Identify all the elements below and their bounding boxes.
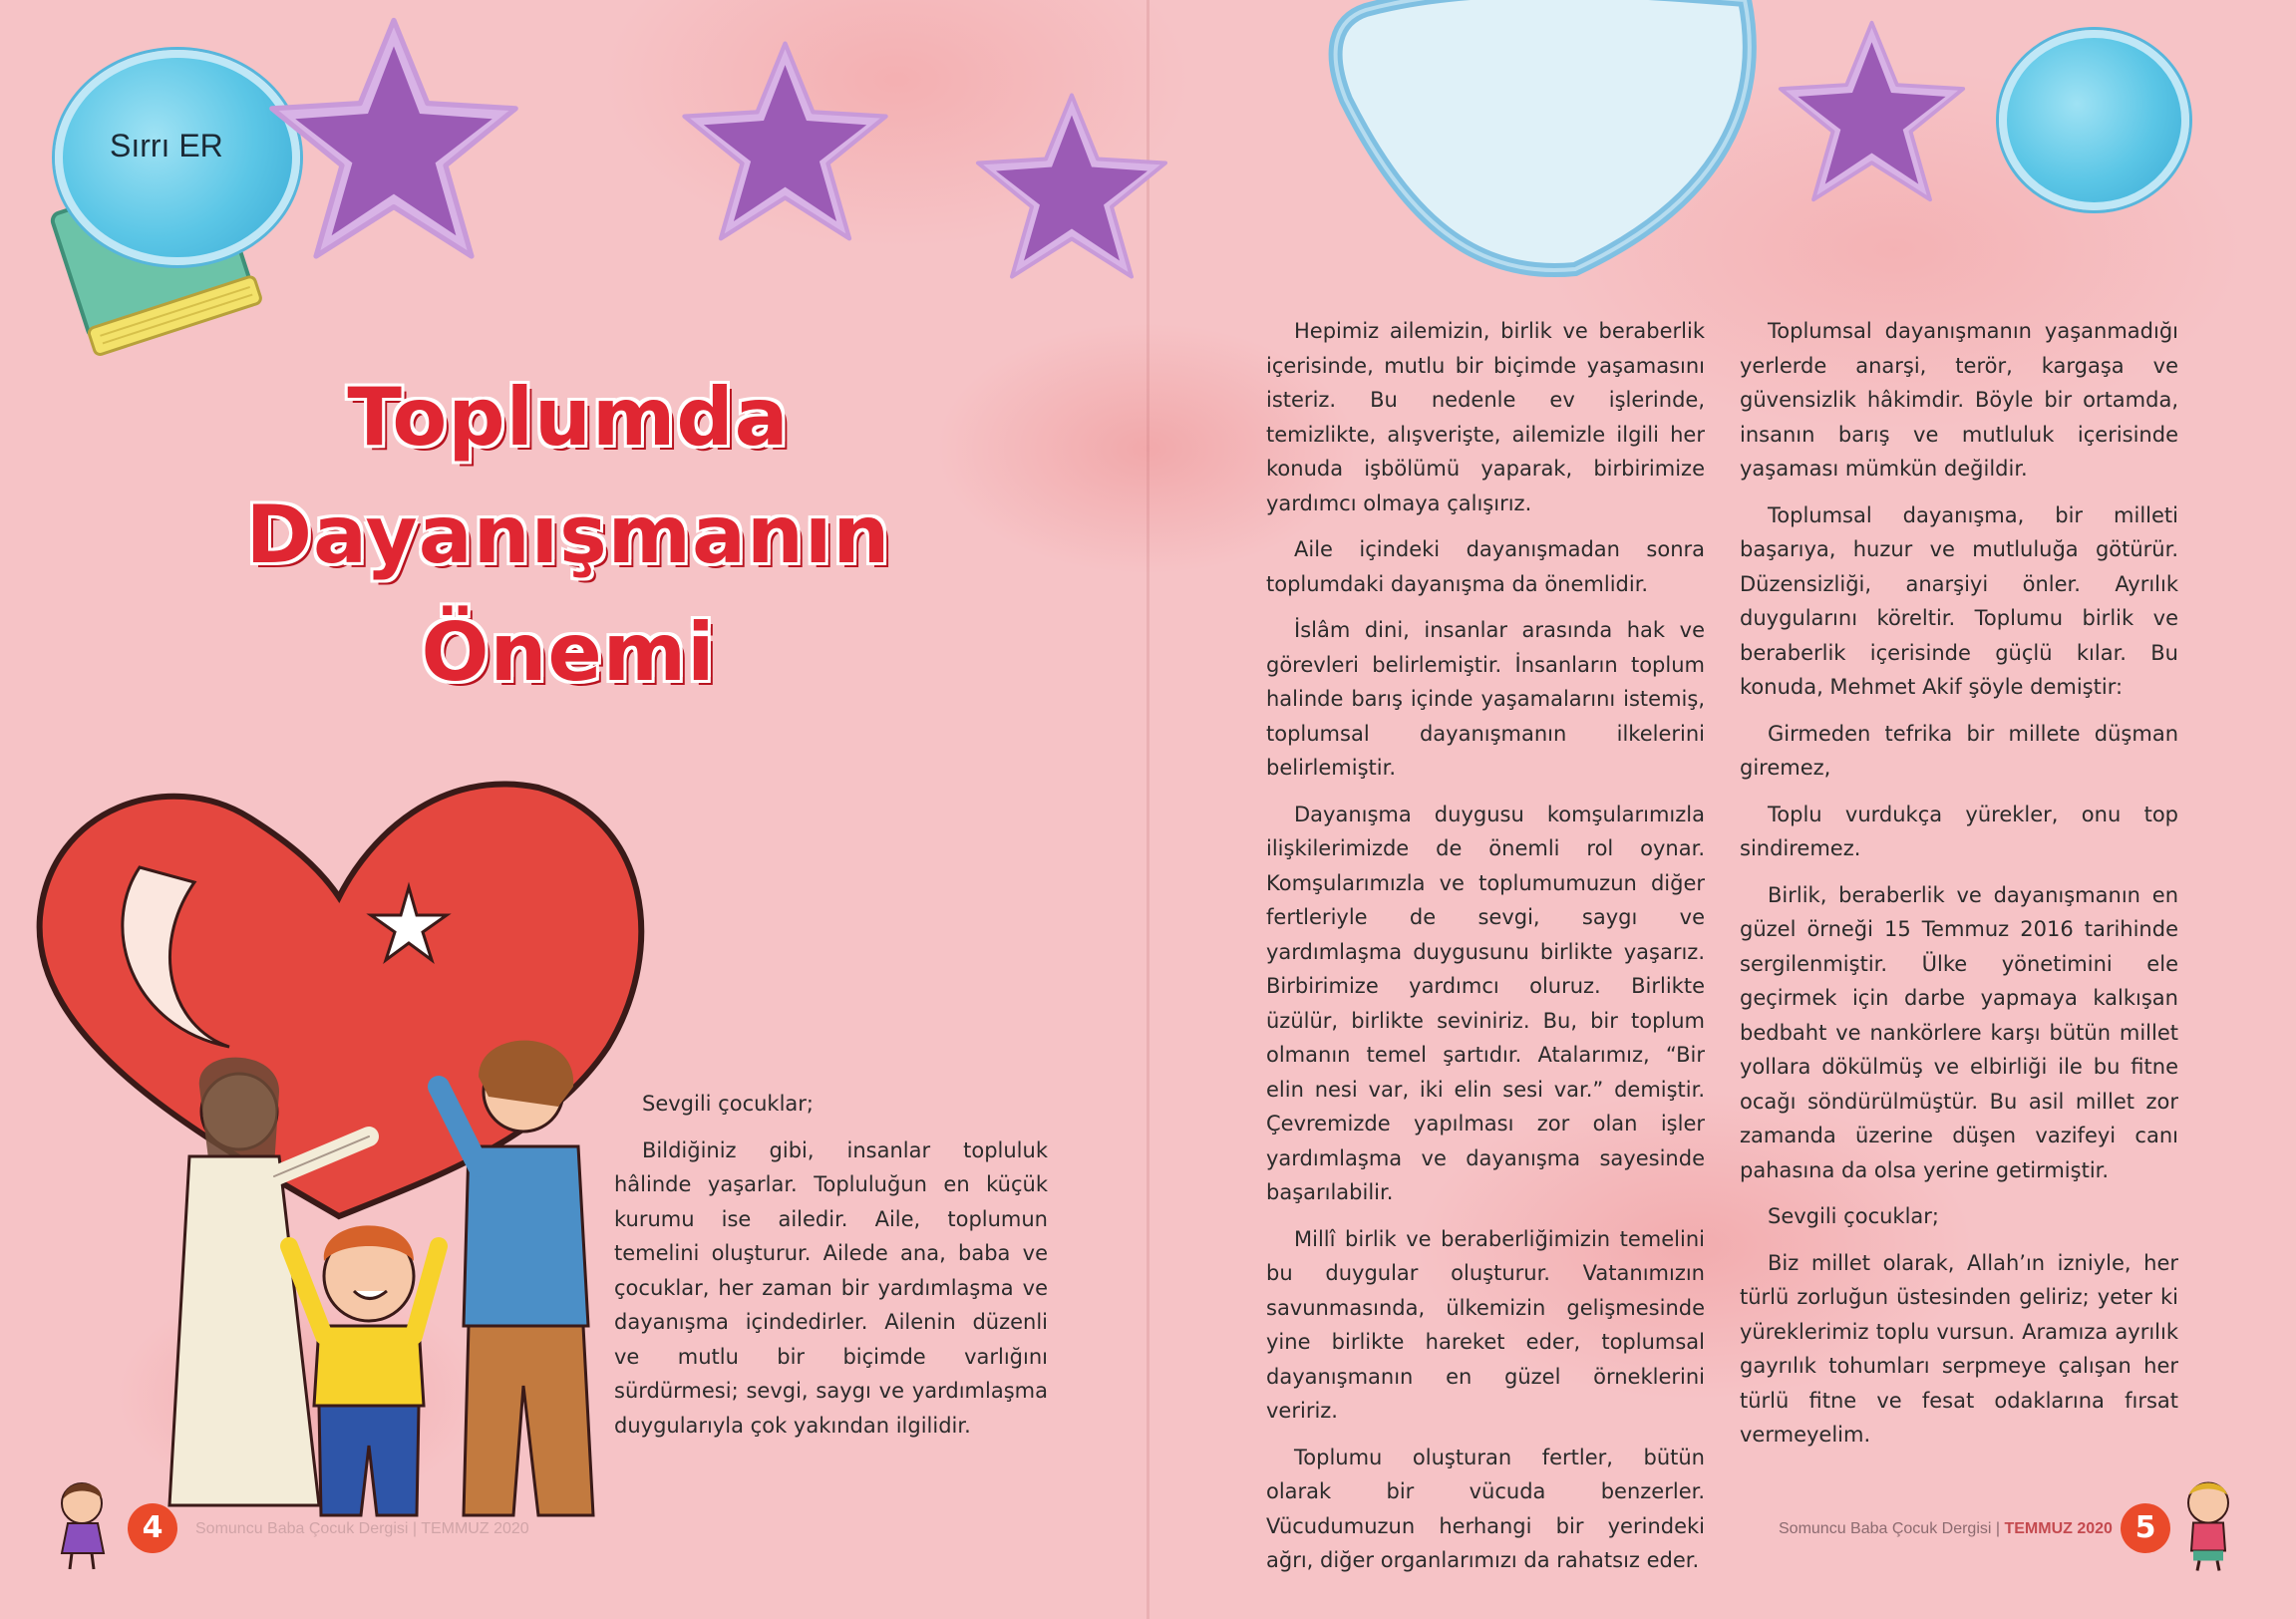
paragraph: Toplumu oluşturan fertler, bütün olarak bir vücuda benzerler. Vücudumuzun herhangi bir yerindeki ağrı, diğer organlarımızı da rahatsız eder.	[1266, 1445, 1705, 1572]
left-text-column	[614, 1087, 1048, 1455]
poem-line: Girmeden tefrika bir millete düşman giremez,	[1740, 721, 2178, 780]
star-icon	[678, 25, 892, 259]
author-name: Sırrı ER	[110, 128, 223, 163]
star-icon	[264, 0, 523, 279]
paragraph: Sevgili çocuklar;	[642, 1092, 815, 1116]
paragraph: Hepimiz ailemizin, birlik ve beraberlik içerisinde, mutlu bir biçimde yaşamasını isteriz. Bu nedenle ev işlerinde, temizlikte, alışverişte, ailemizle ilgili her konuda işbölümü yaparak, birbirimize yardımcı olmaya çalışırız.	[1266, 319, 1705, 515]
bubble-frame-icon	[1326, 0, 1765, 279]
paragraph: Birlik, beraberlik ve dayanışmanın en güzel örneği 15 Temmuz 2016 tarihinde sergilenmiştir. Ülke yönetimini ele geçirmek için darbe yapmaya kalkışan bedbaht ve nankörlere karşı bütün millet yollara dökülmüş ve elbirliği ile bu fitne ocağı söndürülmüştür. Bu asil millet zor zamanda üzerine düşen vazifeyi canı pahasına da olsa yerine getirmiştir.	[1740, 882, 2178, 1182]
article-title	[229, 359, 907, 712]
paragraph: Toplumsal dayanışma, bir milleti başarıya, huzur ve mutluluğa götürür. Düzensizliği, anarşiyi önler. Ayrılık duygularını köreltir. Toplumu birlik ve beraberlik içerisinde güçlü kılar. Bu konuda, Mehmet Akif şöyle demiştir:	[1740, 502, 2178, 699]
paragraph: Bildiğiniz gibi, insanlar topluluk hâlinde yaşarlar. Topluluğun en küçük kurumu ise ailedir. Aile, toplumun temelini oluşturur. Ailede ana, baba ve çocuklar, her zaman bir yardımlaşma ve dayanışma içindedirler. Ailenin düzenli ve mutlu bir biçimde varlığını sürdürmesi; sevgi, saygı ve yardımlaşma duygularıyla çok yakından ilgilidir.	[614, 1137, 1048, 1438]
paragraph: Biz millet olarak, Allah’ın izniyle, her türlü zorluğun üstesinden geliriz; yeter ki yüreklerimiz toplu vursun. Aramıza ayrılık gayrılık tohumları serpmeye çalışan her türlü fitne ve fesat odaklarına fırsat vermeyelim.	[1740, 1250, 2178, 1447]
star-icon	[1775, 5, 1969, 219]
paragraph: Sevgili çocuklar;	[1768, 1204, 1940, 1228]
kid-icon	[2173, 1470, 2243, 1575]
footer-issue: TEMMUZ 2020	[2004, 1520, 2113, 1537]
paragraph: İslâm dini, insanlar arasında hak ve görevleri belirlemiştir. İnsanların toplum halinde barış içinde yaşamalarını istemiş, toplumsal dayanışmanın ilkelerini belirlemiştir.	[1266, 618, 1705, 780]
footer-magazine-info	[1779, 1520, 2113, 1538]
middle-text-column	[1266, 314, 1705, 1590]
footer-magazine-info: Somuncu Baba Çocuk Dergisi | TEMMUZ 2020	[195, 1520, 529, 1537]
paragraph: Aile içindeki dayanışmadan sonra toplumdaki dayanışma da önemlidir.	[1266, 537, 1705, 596]
heart-flag-illustration	[20, 748, 658, 1545]
paragraph: Millî birlik ve beraberliğimizin temelini bu duygular oluşturur. Vatanımızın savunmasında, ülkemizin gelişmesinde yine birlikte hareket eder, toplumsal dayanışmanın en güzel örneklerini veririz.	[1266, 1226, 1705, 1423]
title-line-3: Önemi	[421, 606, 716, 699]
paragraph: Dayanışma duygusu komşularımızla ilişkilerimizde de önemli rol oynar. Komşularımızla ve toplumumuzun diğer fertleriyle de sevgi, saygı ve yardımlaşma duygusunu birlikte yaşarız. Birbirimize yardımcı oluruz. Birlikte üzülür, birlikte seviniriz. Bu, bir toplum olmanın temel şartıdır. Atalarımız, “Bir elin nesi var, iki elin sesi var.” demiştir. Çevremizde yapılması zor olan işler yardımlaşma ve dayanışma sayesinde başarılabilir.	[1266, 802, 1705, 1204]
bubble-icon	[1999, 30, 2189, 210]
page-number: 5	[2121, 1503, 2170, 1553]
page-number: 4	[128, 1503, 177, 1553]
right-text-column	[1740, 314, 2178, 1464]
footer-magazine-name: Somuncu Baba Çocuk Dergisi |	[1779, 1520, 2005, 1537]
paragraph: Toplumsal dayanışmanın yaşanmadığı yerlerde anarşi, terör, kargaşa ve güvensizlik hâkimdir. Böyle bir ortamda, insanın barış ve mutluluk içerisinde yaşaması mümkün değildir.	[1740, 319, 2178, 481]
kid-icon	[52, 1473, 122, 1573]
star-icon	[972, 80, 1171, 294]
title-line-1: Toplumda	[347, 371, 790, 464]
poem-line: Toplu vurdukça yürekler, onu top sindiremez.	[1740, 802, 2178, 860]
title-line-2: Dayanışmanın	[245, 488, 891, 581]
